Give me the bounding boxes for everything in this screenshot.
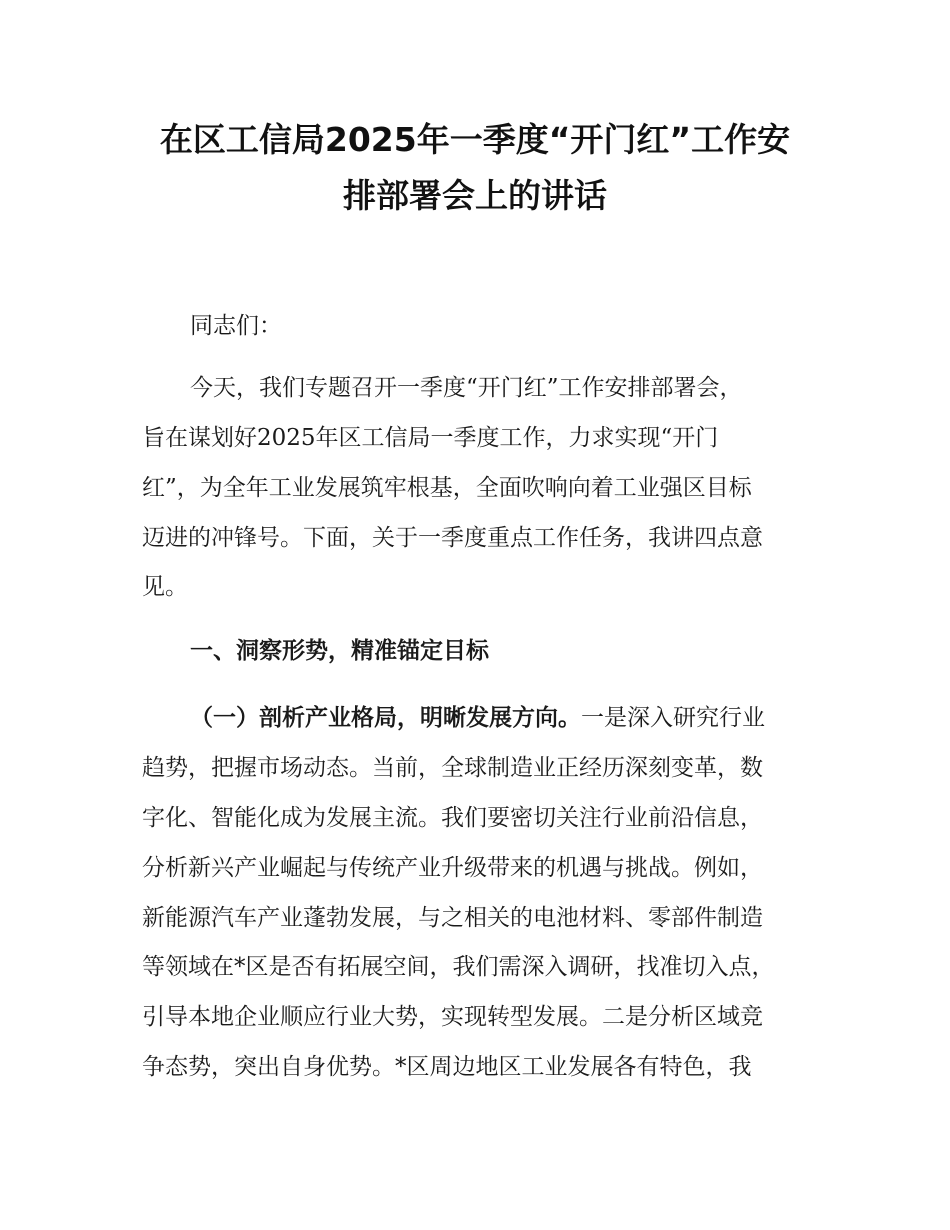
section-1-heading: 一、洞察形势，精准锚定目标 bbox=[190, 638, 489, 664]
intro-line-1: 今天，我们专题召开一季度“开门红”工作安排部署会， bbox=[190, 375, 743, 401]
intro-line-2: 旨在谋划好2025年区工信局一季度工作，力求实现“开门 bbox=[142, 425, 719, 451]
title-line-1: 在区工信局2025年一季度“开门红”工作安 bbox=[159, 120, 791, 159]
subsection-1-first-line bbox=[190, 703, 765, 733]
subsection-1-line-4: 分析新兴产业崛起与传统产业升级带来的机遇与挑战。例如， bbox=[142, 855, 763, 881]
subsection-1-first-line-rest: 一是深入研究行业 bbox=[581, 705, 765, 731]
subsection-1-line-8: 争态势，突出自身优势。*区周边地区工业发展各有特色，我 bbox=[142, 1054, 752, 1080]
intro-line-5: 见。 bbox=[142, 574, 188, 600]
intro-line-4: 迈进的冲锋号。下面，关于一季度重点工作任务，我讲四点意 bbox=[142, 525, 763, 551]
title-line-2: 排部署会上的讲话 bbox=[343, 176, 607, 215]
salutation: 同志们： bbox=[190, 313, 282, 339]
subsection-1-line-7: 引导本地企业顺应行业大势，实现转型发展。二是分析区域竞 bbox=[142, 1004, 763, 1030]
document-title bbox=[120, 112, 830, 224]
subsection-1-line-3: 字化、智能化成为发展主流。我们要密切关注行业前沿信息， bbox=[142, 805, 763, 831]
intro-line-3: 红”，为全年工业发展筑牢根基，全面吹响向着工业强区目标 bbox=[142, 475, 752, 501]
subsection-1-line-6: 等领域在*区是否有拓展空间，我们需深入调研，找准切入点， bbox=[142, 954, 775, 980]
subsection-1-lead: （一）剖析产业格局，明晰发展方向。 bbox=[190, 705, 581, 731]
subsection-1-line-2: 趋势，把握市场动态。当前，全球制造业正经历深刻变革，数 bbox=[142, 755, 763, 781]
subsection-1-line-5: 新能源汽车产业蓬勃发展，与之相关的电池材料、零部件制造 bbox=[142, 905, 763, 931]
